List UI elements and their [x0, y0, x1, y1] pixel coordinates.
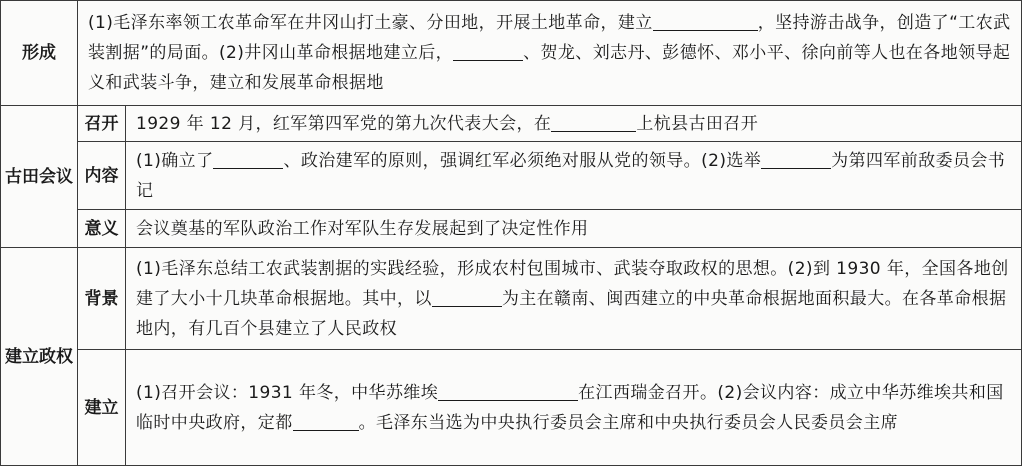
- gutian-content-text-b: 、政治建军的原则，强调红军必须绝对服从党的领导。(2)选举: [283, 150, 762, 171]
- regime-establish-label: 建立: [78, 350, 126, 466]
- regime-header: 建立政权: [1, 248, 78, 466]
- regime-background-row: [1, 248, 1022, 350]
- formation-header: 形成: [1, 1, 78, 106]
- gutian-header: 古田会议: [1, 106, 78, 248]
- gutian-convene-label: 召开: [78, 106, 126, 142]
- answer-blank: [293, 412, 359, 431]
- regime-establish-text-a: (1)召开会议：1931 年冬，中华苏维埃: [136, 382, 439, 403]
- gutian-convene-row: [1, 106, 1022, 142]
- answer-blank: [432, 288, 502, 307]
- formation-text-a: (1)毛泽东率领工农革命军在井冈山打土豪、分田地，开展土地革命，建立: [88, 13, 653, 33]
- regime-establish-text-c: 。毛泽东当选为中央执行委员会主席和中央执行委员会人民委员会主席: [358, 412, 899, 433]
- answer-blank: [653, 12, 758, 31]
- formation-row: [1, 1, 1022, 106]
- gutian-content-text-a: (1)确立了: [136, 150, 214, 171]
- formation-text-c: 、贺龙、刘志丹、彭德怀、邓小平、徐向前等人也在各地领导起义和武装斗争，建立和发展革命根据地: [88, 43, 1011, 93]
- regime-background-label: 背景: [78, 248, 126, 350]
- answer-blank: [453, 42, 523, 61]
- gutian-convene-text-a: 1929 年 12 月，红军第四军党的第九次代表大会，在: [136, 113, 552, 134]
- regime-background-text-b: 为主在赣南、闽西建立的中央革命根据地面积最大。在各革命根据地内，有几百个县建立了人民政权: [136, 288, 1007, 339]
- gutian-significance-row: [1, 210, 1022, 248]
- gutian-convene-text-b: 上杭县古田召开: [636, 113, 759, 134]
- gutian-content-label: 内容: [78, 142, 126, 210]
- regime-establish-text-b: 在江西瑞金召开。(2)会议内容：成立中华苏维埃共和国临时中央政府，定都: [136, 382, 1004, 433]
- answer-blank: [761, 150, 831, 169]
- regime-background-text-a: (1)毛泽东总结工农武装割据的实践经验，形成农村包围城市、武装夺取政权的思想。(2)到 1930 年，全国各地创建了大小十几块革命根据地。其中，以: [136, 258, 1009, 309]
- answer-blank: [438, 382, 578, 401]
- gutian-content-text-c: 为第四军前敌委员会书记: [136, 150, 1006, 201]
- regime-establish-row: [1, 350, 1022, 466]
- gutian-convene-content: [126, 106, 1022, 142]
- regime-establish-content: [126, 350, 1022, 466]
- formation-text-b: ，坚持游击战争，创造了“工农武装割据”的局面。(2)井冈山革命根据地建立后，: [88, 13, 1011, 63]
- gutian-significance-label: 意义: [78, 210, 126, 248]
- formation-content: [78, 1, 1022, 106]
- answer-blank: [213, 150, 283, 169]
- regime-background-content: [126, 248, 1022, 350]
- answer-blank: [551, 113, 636, 132]
- gutian-content-row: [1, 142, 1022, 210]
- gutian-significance-content: 会议奠基的军队政治工作对军队生存发展起到了决定性作用: [126, 210, 1022, 248]
- gutian-content-content: [126, 142, 1022, 210]
